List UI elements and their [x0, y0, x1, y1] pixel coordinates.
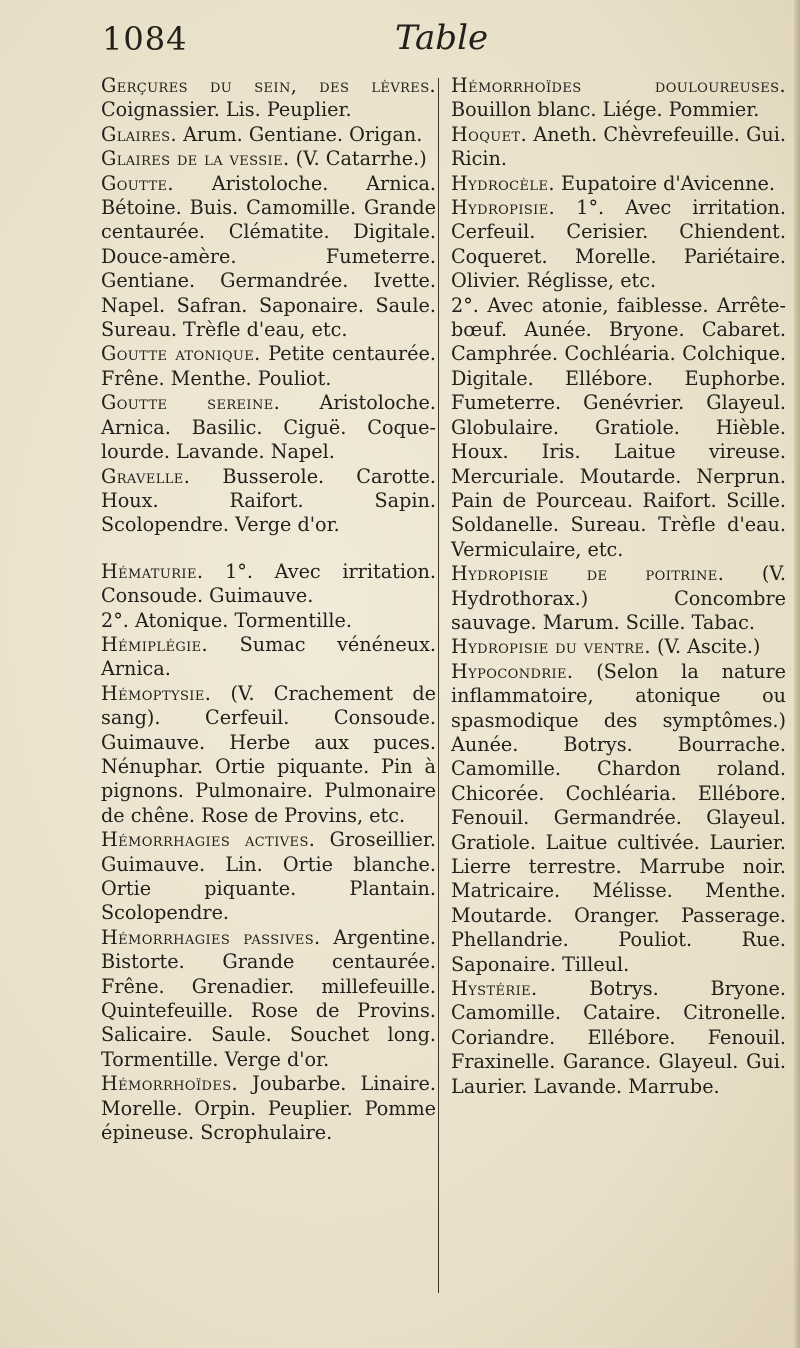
index-entry	[101, 342, 436, 391]
index-entry	[101, 560, 436, 609]
entry-heading: Hoquet.	[451, 122, 528, 146]
entry-remedies: (V. Crachement de sang). Cerfeuil. Consoude. Guimauve. Herbe aux puces. Nénuphar. Ortie piquante. Pin à pignons. Pulmonaire. Pulmonaire de chêne. Rose de Provins, etc.	[101, 681, 436, 827]
index-entry	[101, 633, 436, 682]
entry-remedies: Petite centaurée. Frêne. Menthe. Pouliot.	[101, 342, 436, 390]
entry-heading: Gerçures du sein, des lèvres.	[101, 74, 436, 97]
entry-heading: Hypocondrie.	[451, 659, 574, 683]
entry-remedies: Argentine. Bistorte. Grande centaurée. Frêne. Grenadier. millefeuille. Quintefeuille. Rose de Provins. Salicaire. Saule. Souchet long. Tormentille. Verge d'or.	[101, 925, 436, 1071]
page-header	[92, 16, 782, 66]
entry-heading: Hystérie.	[451, 977, 538, 1001]
entry-heading: Gravelle.	[101, 464, 191, 488]
entry-remedies: Aristoloche. Arnica. Bétoine. Buis. Camomille. Grande centaurée. Clématite. Digitale. Douce-amère. Fumeterre. Gentiane. Germandrée. Ivette. Napel. Safran. Saponaire. Saule. Sureau. Trèfle d'eau, etc.	[101, 171, 436, 342]
entry-remedies: 1°. Avec irritation. Consoude. Guimauve.	[101, 559, 436, 608]
entry-remedies: Arum. Gentiane. Origan.	[183, 122, 423, 146]
entry-heading: Hématurie.	[101, 559, 204, 583]
entry-remedies: 2°. Atonique. Tormentille.	[101, 608, 352, 632]
entry-heading: Hydropisie.	[451, 196, 556, 220]
index-entry	[451, 660, 786, 977]
entry-heading: Hémorrhagies actives.	[101, 828, 316, 852]
entry-heading: Goutte.	[101, 171, 174, 195]
entry-remedies: 1°. Avec irritation. Cerfeuil. Cerisier. Chiendent. Coqueret. Morelle. Pariétaire. Olivier. Réglisse, etc.	[451, 196, 786, 293]
index-entry	[451, 74, 786, 123]
entry-remedies: (V. Catarrhe.)	[295, 147, 427, 171]
entry-heading: Goutte atonique.	[101, 342, 261, 366]
entry-remedies: (Selon la nature inflammatoire, atonique ou spasmodique des symptômes.) Aunée. Botrys. Bourrache. Camomille. Chardon roland. Chicorée. Cochléaria. Ellébore. Fenouil. Germandrée. Glayeul. Gratiole. Laitue cultivée. Laurier. Lierre terrestre. Marrube noir. Matricaire. Mélisse. Menthe. Moutarde. Oranger. Passerage. Phellandrie. Pouliot. Rue. Saponaire. Tilleul.	[451, 659, 786, 976]
page-number: 1084	[102, 20, 188, 58]
entry-remedies: (V. Hydrothorax.) Concombre sauvage. Marum. Scille. Tabac.	[451, 562, 786, 634]
entry-remedies: Aristoloche. Arnica. Basilic. Ciguë. Coque-lourde. Lavande. Napel.	[101, 391, 436, 464]
index-entry	[101, 123, 436, 147]
index-entry	[451, 635, 786, 659]
index-entry	[101, 172, 436, 343]
entry-remedies: Joubarbe. Linaire. Morelle. Orpin. Peuplier. Pomme épineuse. Scrophulaire.	[101, 1072, 436, 1145]
entry-heading: Goutte sereine.	[101, 391, 281, 415]
index-entry	[101, 465, 436, 538]
index-entry	[451, 294, 786, 562]
entry-heading: Glaires de la vessie.	[101, 147, 290, 171]
entry-remedies: Coignassier. Lis. Peuplier.	[101, 98, 352, 122]
entry-remedies: Sumac vénéneux. Arnica.	[101, 632, 436, 681]
entry-remedies: Aneth. Chèvrefeuille. Gui. Ricin.	[451, 122, 786, 171]
entry-heading: Hémorrhoïdes.	[101, 1072, 239, 1096]
entry-heading: Hydrocèle.	[451, 171, 555, 195]
entry-heading: Hémoptysie.	[101, 681, 212, 705]
entry-remedies: (V. Ascite.)	[656, 635, 761, 659]
page-edge	[794, 0, 800, 1348]
index-entry	[451, 196, 786, 294]
entry-remedies: Busserole. Carotte. Houx. Raifort. Sapin. Scolopendre. Verge d'or.	[101, 464, 436, 537]
entry-heading: Hémorrhagies passives.	[101, 925, 321, 949]
entry-remedies: Bouillon blanc. Liége. Pommier.	[451, 98, 760, 122]
right-column	[451, 74, 786, 1099]
index-entry	[451, 977, 786, 1099]
index-entry	[101, 74, 436, 123]
left-column	[101, 74, 436, 1145]
index-entry	[101, 609, 436, 633]
entry-remedies: Botrys. Bryone. Camomille. Cataire. Citronelle. Coriandre. Ellébore. Fenouil. Fraxinelle. Garance. Glayeul. Gui. Laurier. Lavande. Marrube.	[451, 977, 786, 1098]
entry-remedies: Eupatoire d'Avicenne.	[560, 171, 775, 195]
index-entry	[101, 828, 436, 926]
entry-heading: Hémorrhoïdes douloureuses.	[451, 74, 786, 97]
index-entry	[101, 682, 436, 828]
column-divider	[438, 78, 439, 1293]
index-entry	[451, 123, 786, 172]
entry-heading: Hémiplégie.	[101, 632, 209, 656]
entry-heading: Glaires.	[101, 122, 177, 146]
index-entry	[101, 1072, 436, 1145]
entry-remedies: 2°. Avec atonie, faiblesse. Arrête-bœuf. Aunée. Bryone. Cabaret. Camphrée. Cochléaria. Colchique. Digitale. Ellébore. Euphorbe. Fumeterre. Genévrier. Glayeul. Globulaire. Gratiole. Hièble. Houx. Iris. Laitue vireuse. Mercuriale. Moutarde. Nerprun. Pain de Pourceau. Raifort. Scille. Soldanelle. Sureau. Trèfle d'eau. Vermiculaire, etc.	[451, 293, 786, 561]
entry-heading: Hydropisie de poitrine.	[451, 562, 725, 586]
index-entry	[451, 172, 786, 196]
entry-heading: Hydropisie du ventre.	[451, 635, 651, 659]
running-title: Table	[395, 18, 489, 58]
index-entry	[451, 562, 786, 635]
index-entry	[101, 391, 436, 464]
index-entry	[101, 147, 436, 171]
entry-remedies: Groseillier. Guimauve. Lin. Ortie blanche. Ortie piquante. Plantain. Scolopendre.	[101, 828, 436, 925]
index-entry	[101, 926, 436, 1072]
